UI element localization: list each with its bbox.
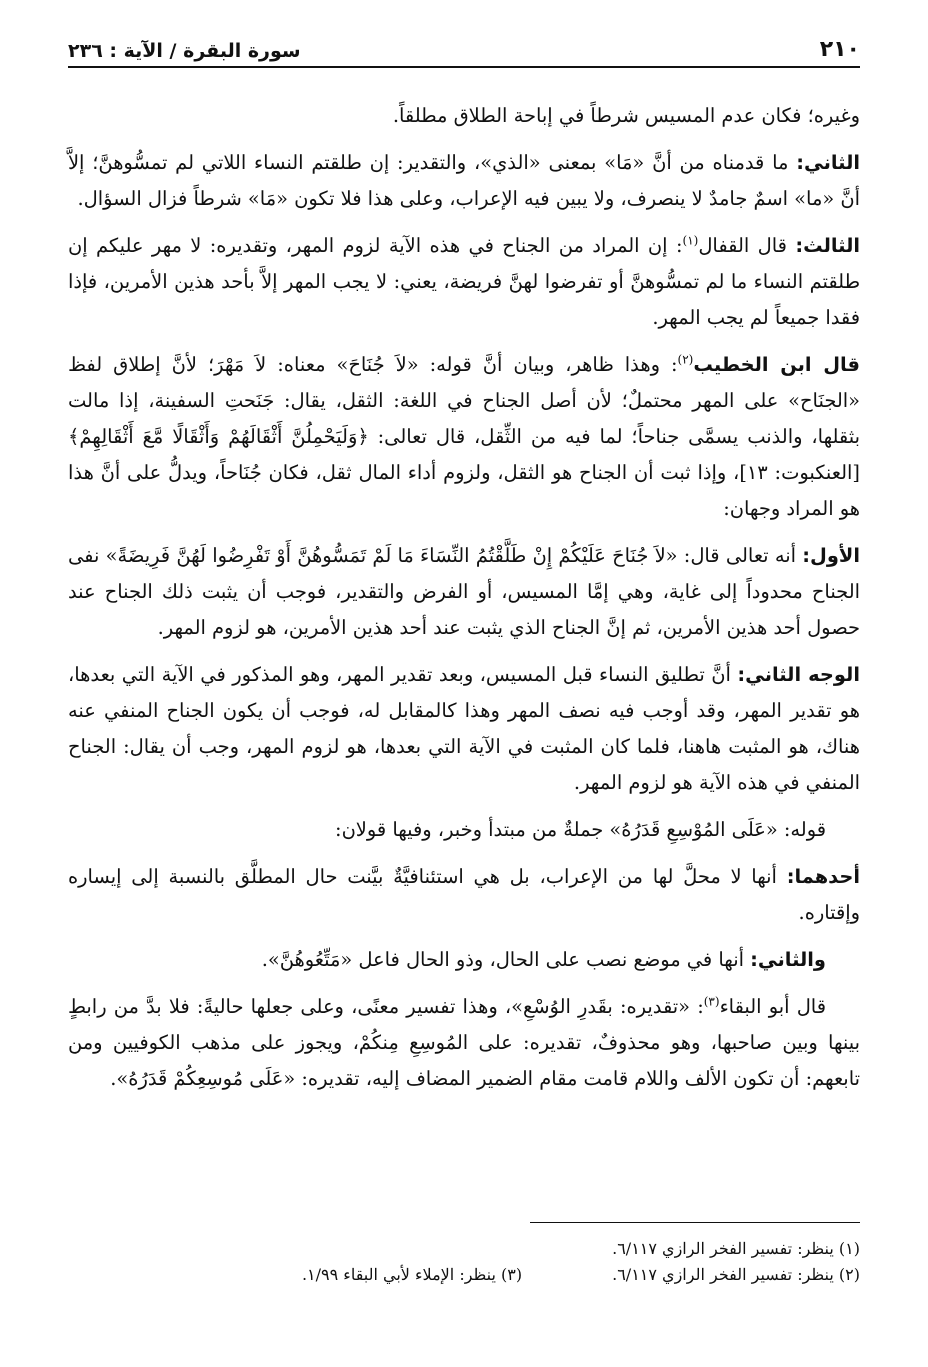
main-text	[68, 98, 860, 1097]
footnote-3: (٣) ينظر: الإملاء لأبي البقاء ١/٩٩.	[301, 1265, 523, 1284]
paragraph-text: : وهذا ظاهر، وبيان أنَّ قوله: «لاَ جُنَاحَ» معناه: لاَ مَهْرَ؛ لأنَّ إطلاق لفظ «الجنَاح» على المهر محتملٌ؛ لأن أصل الجناح في اللغة: الثقل، يقال: جَنَحتِ السفينة، إذا مالت بثقلها، والذنب يسمَّى جناحاً؛ لما فيه من الثِّقل، قال تعالى: ﴿وَلَيَحْمِلُنَّ أَثْقَالَهُمْ وَأَثْقَالًا مَّعَ أَثْقَالِهِمْ﴾ [العنكبوت: ١٣]، وإذا ثبت أن الجناح هو الثقل، ولزوم أداء المال ثقل، فكان جُنَاحاً، ويدلُّ على أنَّ هذا هو المراد وجهان:	[68, 353, 860, 520]
paragraph-text: : إن المراد من الجناح في هذه الآية لزوم المهر، وتقديره: لا مهر عليكم إن طلقتم النساء ما لم تمسُّوهنَّ أو تفرضوا لهنَّ فريضة، يعني: لا يجب المهر إلاَّ بأحد هذين الأمرين، فإذا فقدا جميعاً لم يجب المهر.	[68, 234, 860, 329]
paragraph-label: الأول:	[802, 544, 860, 567]
paragraph-text: وغيره؛ فكان عدم المسيس شرطاً في إباحة الطلاق مطلقاً.	[392, 104, 860, 127]
paragraph-9	[68, 942, 860, 978]
paragraph-label: والثاني:	[750, 948, 826, 971]
paragraph-text: أنها لا محلَّ لها من الإعراب، بل هي استئنافيَّةٌ بيَّنت حال المطلَّق بالنسبة إلى إيساره وإقتاره.	[68, 865, 860, 924]
footnote-1: (١) ينظر: تفسير الفخر الرازي ٦/١١٧.	[612, 1239, 860, 1258]
paragraph-3	[68, 228, 860, 336]
surah-title: سورة البقرة / الآية : ٢٣٦	[68, 40, 301, 62]
paragraph-7	[68, 812, 860, 848]
paragraph-10	[68, 989, 860, 1097]
paragraph-text: أنَّ تطليق النساء قبل المسيس، وبعد تقدير المهر، وهو المذكور في الآية التي بعدها، هو تقدير المهر، وقد أوجب فيه نصف المهر وهذا كالمقابل له، فوجب أن يكون الجناح المنفي عنه هناك، هو المثبت هاهنا، فلما كان المثبت في الآية التي بعدها، هو لزوم المهر، وجب أن يقال: الجناح المنفي في هذه الآية هو لزوم المهر.	[68, 663, 860, 794]
paragraph-label: الثاني:	[796, 151, 860, 174]
footnote-divider	[530, 1222, 860, 1223]
footnote-row	[68, 1262, 860, 1288]
footnote-ref-1[interactable]: (١)	[682, 233, 699, 248]
paragraph-text-lead: قال أبو البقاء	[719, 995, 826, 1018]
paragraph-label: الثالث:	[795, 234, 860, 257]
footnote-2: (٢) ينظر: تفسير الفخر الرازي ٦/١١٧.	[612, 1265, 860, 1284]
paragraph-8	[68, 859, 860, 931]
paragraph-2	[68, 145, 860, 217]
paragraph-text: أنها في موضع نصب على الحال، وذو الحال فاعل «مَتِّعُوهُنَّ».	[261, 948, 751, 971]
page-number: ٢١٠	[819, 37, 860, 62]
footnote-row	[68, 1236, 860, 1262]
paragraph-text-lead: قال القفال	[698, 234, 796, 257]
paragraph-label: أحدهما:	[786, 865, 860, 888]
footnote-ref-2[interactable]: (٢)	[677, 352, 694, 367]
paragraph-text: أنه تعالى قال: «لاَ جُنَاحَ عَلَيْكُمْ إِنْ طَلَّقْتُمُ النِّسَاءَ مَا لَمْ تَمَسُّوهُنَّ أَوْ تَفْرِضُوا لَهُنَّ فَرِيضَةً» نفى الجناح محدوداً إلى غاية، وهي إمَّا المسيس، أو الفرض والتقدير، فوجب أن يثبت ذلك الجناح عند حصول أحد هذين الأمرين، ثم إنَّ الجناح الذي يثبت عند أحد هذين الأمرين، هو لزوم المهر.	[68, 544, 860, 639]
book-page	[68, 28, 860, 1338]
footnotes	[68, 1236, 860, 1288]
paragraph-text: ما قدمناه من أنَّ «مَا» بمعنى «الذي»، والتقدير: إن طلقتم النساء اللاتي لم تمسُّوهنَّ؛ إلاَّ أنَّ «ما» اسمٌ جامدٌ لا ينصرف، ولا يبين فيه الإعراب، وعلى هذا فلا تكون «مَا» شرطاً فزال السؤال.	[68, 151, 860, 210]
paragraph-1	[68, 98, 860, 134]
paragraph-text: : «تقديره: بقَدرِ الوُسْعِ»، وهذا تفسير معنًى، وعلى جعلها حاليةً: فلا بدَّ من رابطٍ بينها وبين صاحبها، وهو محذوفٌ، تقديره: على المُوسِعِ مِنكُمْ، ويجوز على مذهب الكوفيين ومن تابعهم: أن تكون الألف واللام قامت مقام الضمير المضاف إليه، تقديره: «عَلَى مُوسِعِكُمْ قَدَرُهُ».	[68, 995, 860, 1090]
paragraph-text: قوله: «عَلَى المُوْسِعِ قَدَرُهُ» جملةٌ من مبتدأ وخبر، وفيها قولان:	[335, 818, 826, 841]
footnote-ref-3[interactable]: (٣)	[703, 994, 720, 1009]
running-head	[68, 28, 860, 68]
paragraph-4	[68, 347, 860, 527]
paragraph-6	[68, 657, 860, 801]
paragraph-5	[68, 538, 860, 646]
paragraph-label: قال ابن الخطيب	[693, 353, 860, 376]
paragraph-label: الوجه الثاني:	[737, 663, 860, 686]
